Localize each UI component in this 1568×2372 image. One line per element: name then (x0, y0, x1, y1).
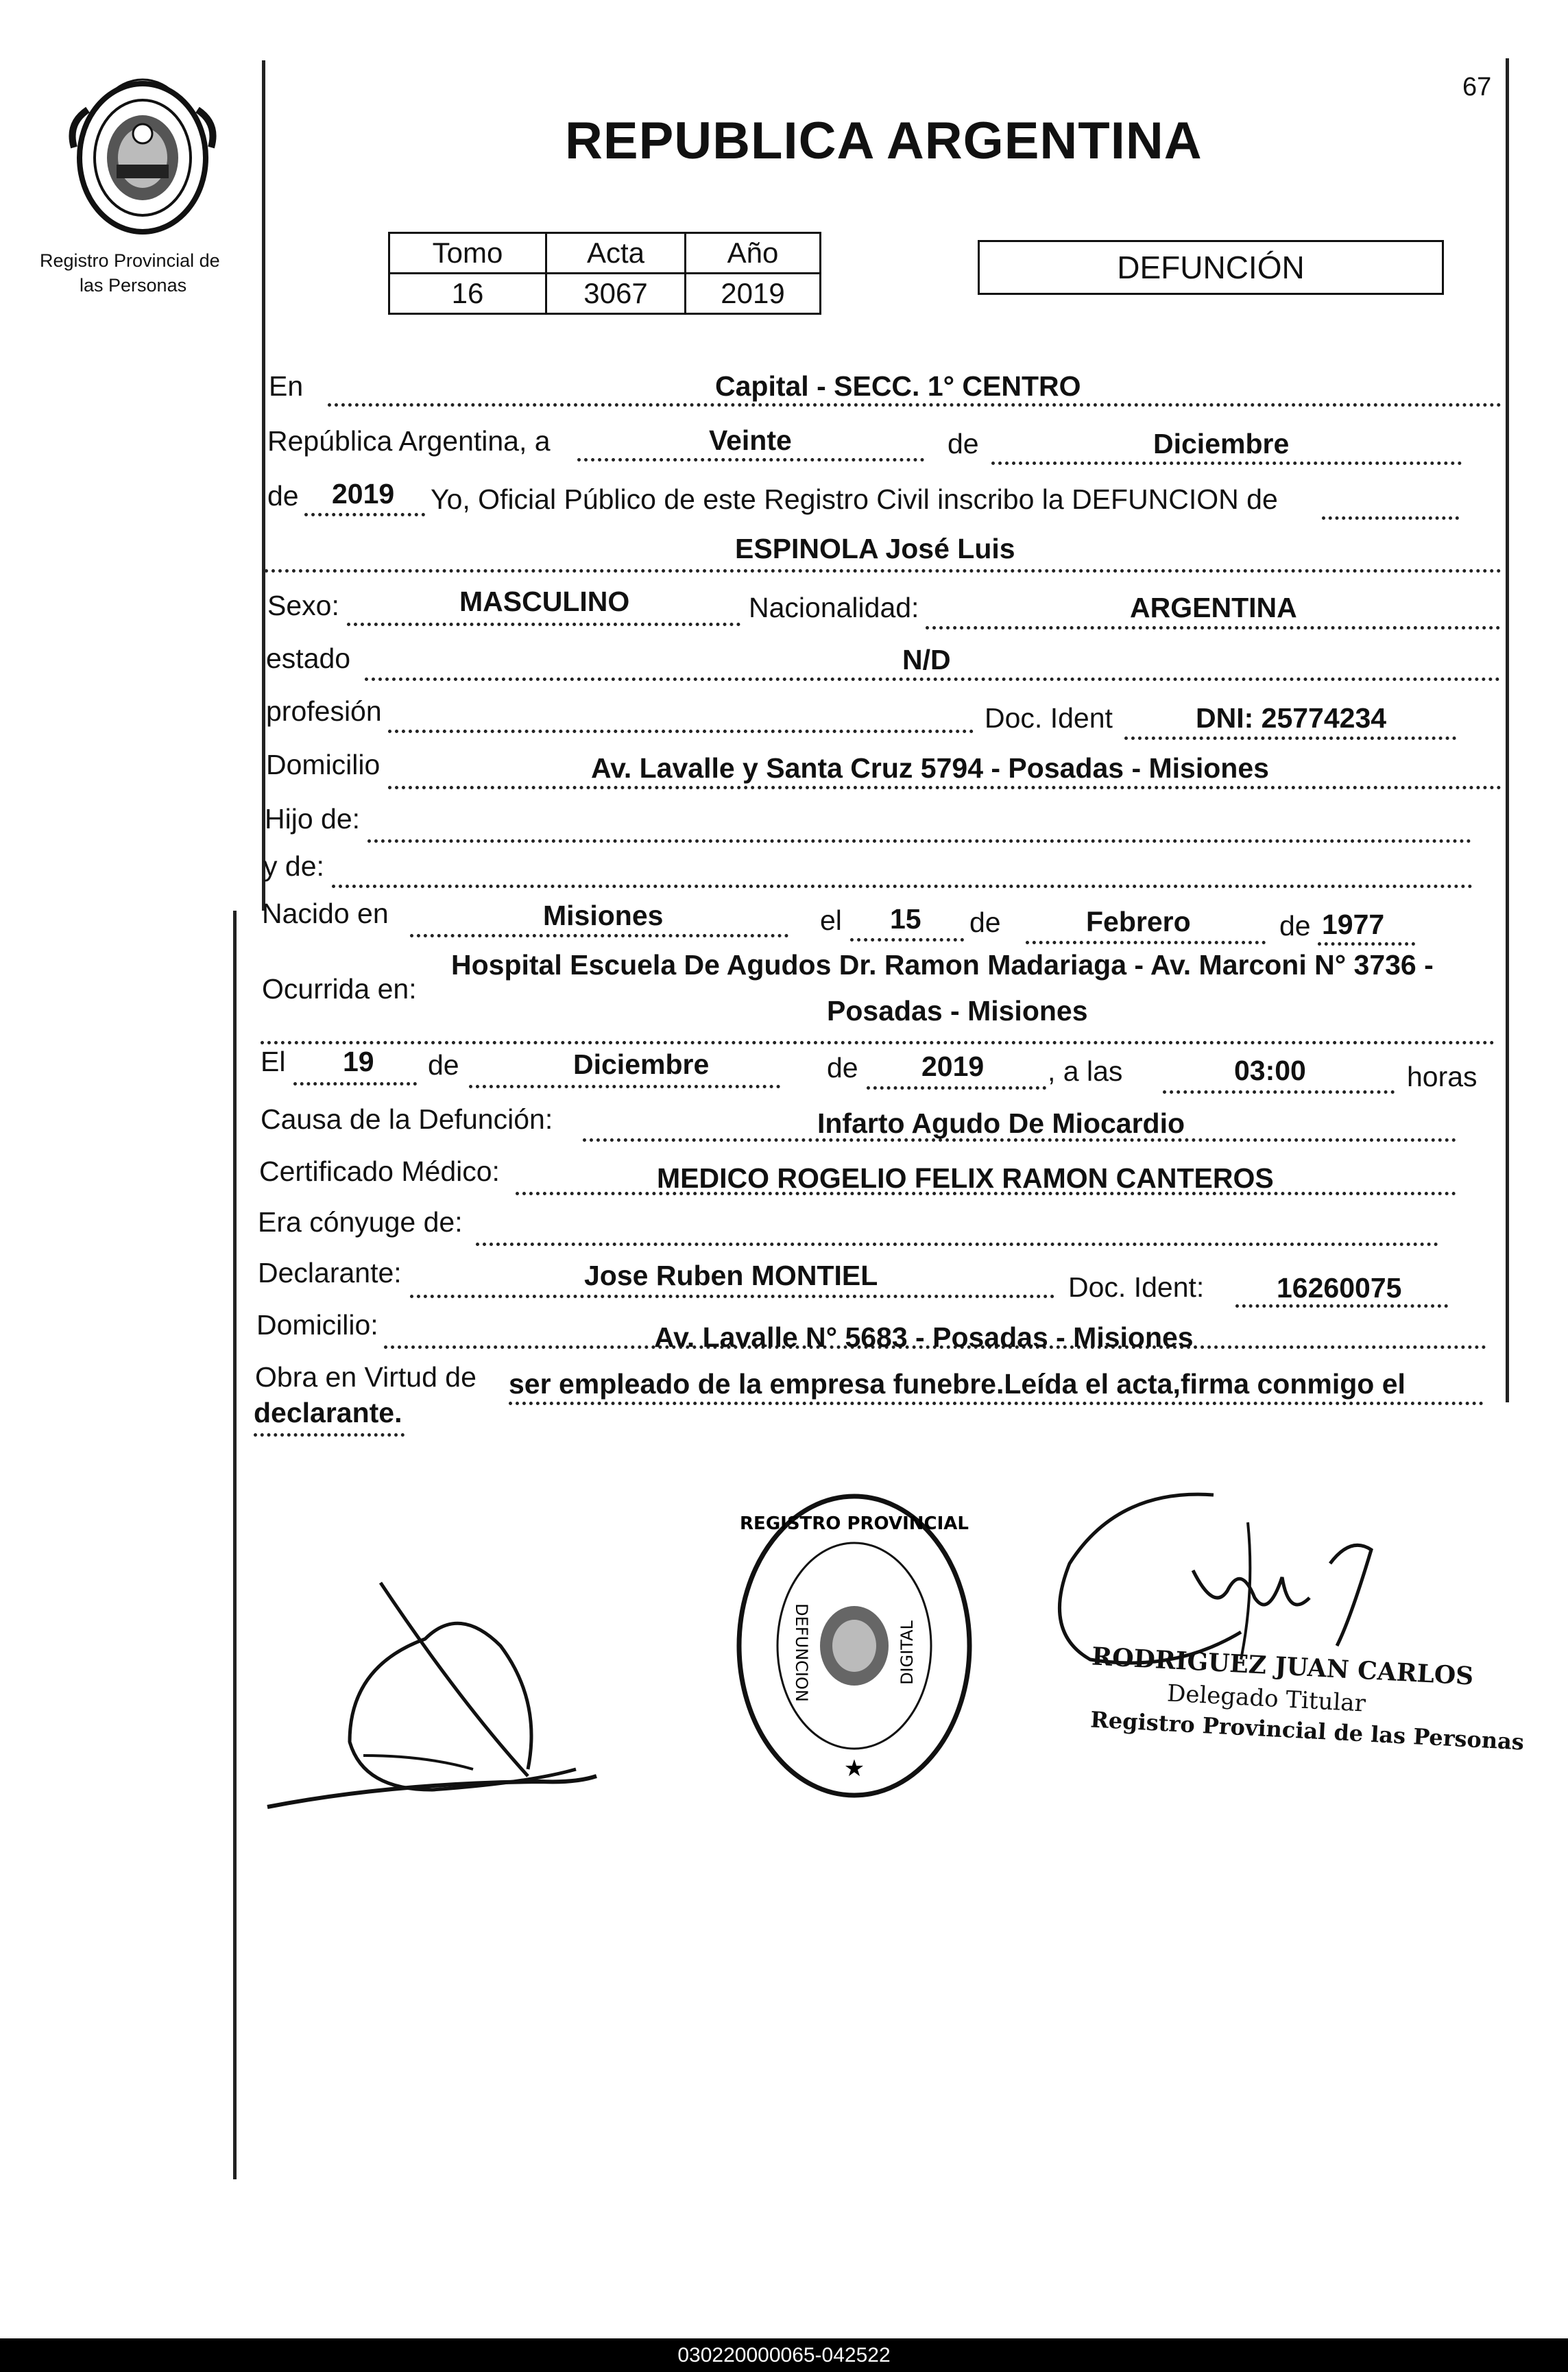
dots-day (577, 458, 924, 462)
header-tomo: Tomo (389, 233, 546, 274)
label-y-de: y de: (263, 850, 324, 882)
stamp-title: Delegado Titular (1166, 1679, 1366, 1718)
dots-birth-day (850, 938, 964, 942)
value-doc-id: DNI: 25774234 (1196, 702, 1387, 734)
label-de-year: de (267, 480, 299, 512)
label-horas: horas (1407, 1061, 1477, 1092)
label-profesion: profesión (266, 695, 382, 727)
dots-nationality (926, 626, 1500, 630)
dots-obra-1 (509, 1402, 1484, 1405)
value-declarant-address: Av. Lavalle N° 5683 - Posadas - Misiones (654, 1321, 1194, 1353)
value-ano: 2019 (686, 274, 821, 314)
label-doc-ident: Doc. Ident (985, 702, 1113, 734)
value-acta: 3067 (546, 274, 686, 314)
left-margin-line (262, 60, 265, 911)
value-death-place-line1: Hospital Escuela De Agudos Dr. Ramon Madariaga - Av. Marconi N° 3736 - (451, 949, 1434, 981)
dots-death-day (293, 1082, 417, 1086)
svg-text:★: ★ (843, 1755, 865, 1782)
label-ocurrida-en: Ocurrida en: (262, 973, 417, 1005)
value-day-words: Veinte (709, 424, 792, 456)
dots-death-place (261, 1041, 1495, 1044)
label-conyuge: Era cónyuge de: (258, 1206, 463, 1238)
label-declarante: Declarante: (258, 1257, 402, 1289)
header-acta: Acta (546, 233, 686, 274)
dots-en (328, 403, 1501, 407)
page-number: 67 (1462, 73, 1492, 101)
record-table (388, 232, 821, 315)
stamp-office: Registro Provincial de las Personas (1089, 1706, 1525, 1756)
dots-hijo-de (367, 839, 1471, 843)
value-sex: MASCULINO (459, 586, 630, 617)
value-declarant-doc: 16260075 (1277, 1272, 1402, 1304)
label-de-death-year: de (827, 1052, 858, 1083)
page-title: REPUBLICA ARGENTINA (565, 112, 1203, 170)
registry-name-line2: las Personas (80, 275, 187, 296)
value-year: 2019 (332, 478, 395, 510)
footer-bar (0, 2338, 1568, 2372)
label-de-month: de (948, 428, 979, 459)
official-oval-stamp (731, 1488, 978, 1804)
value-place: Capital - SECC. 1° CENTRO (715, 370, 1081, 402)
value-death-month: Diciembre (573, 1049, 710, 1080)
value-birth-month: Febrero (1086, 906, 1191, 937)
label-en: En (269, 370, 304, 402)
label-de-death-month: de (428, 1049, 459, 1081)
label-domicilio: Domicilio (266, 749, 381, 780)
dots-birth-year (1318, 942, 1415, 946)
label-yo-text: Yo, Oficial Público de este Registro Civil inscribo la DEFUNCION de (431, 483, 1278, 515)
registry-logo (67, 69, 218, 240)
label-republica: República Argentina, a (267, 425, 551, 457)
value-birth-place: Misiones (543, 900, 664, 931)
label-a-las: , a las (1048, 1055, 1123, 1087)
value-obra-text-1: ser empleado de la empresa funebre.Leída el acta,firma conmigo el (509, 1368, 1406, 1400)
dots-sex (347, 623, 740, 626)
value-obra-text-2: declarante. (254, 1397, 402, 1428)
label-nacionalidad: Nacionalidad: (749, 592, 919, 623)
label-hijo-de: Hijo de: (265, 803, 361, 835)
dots-estado (365, 678, 1500, 681)
dots-domicilio (388, 786, 1501, 789)
value-nationality: ARGENTINA (1130, 592, 1297, 623)
declarant-signature (254, 1564, 610, 1824)
value-address: Av. Lavalle y Santa Cruz 5794 - Posadas - Misiones (591, 752, 1269, 784)
dots-declarante (410, 1295, 1054, 1298)
label-obra-en-virtud: Obra en Virtud de (255, 1361, 477, 1393)
label-doc-ident-declarant: Doc. Ident: (1068, 1271, 1205, 1303)
stamp-name: RODRIGUEZ JUAN CARLOS (1091, 1642, 1475, 1691)
dots-name (265, 569, 1501, 573)
label-el-death: El (261, 1046, 286, 1077)
value-death-day: 19 (343, 1046, 374, 1077)
label-certificado: Certificado Médico: (259, 1155, 500, 1187)
svg-text:REGISTRO PROVINCIAL: REGISTRO PROVINCIAL (740, 1513, 969, 1534)
value-tomo: 16 (389, 274, 546, 314)
dots-year (304, 513, 425, 516)
label-de-birth-year: de (1279, 910, 1311, 942)
label-sexo: Sexo: (267, 590, 339, 621)
value-month: Diciembre (1153, 428, 1290, 459)
dots-obra-2 (254, 1433, 405, 1437)
value-cause: Infarto Agudo De Miocardio (817, 1107, 1185, 1139)
dots-birth-month (1026, 941, 1266, 944)
label-de-birth-month: de (969, 907, 1001, 938)
dots-profesion (388, 730, 974, 733)
dots-conyuge (476, 1243, 1438, 1246)
footer-code: 030220000065-042522 (677, 2343, 891, 2367)
header-ano: Año (686, 233, 821, 274)
dots-declarant-doc (1235, 1304, 1448, 1308)
registry-name-line1: Registro Provincial de (40, 250, 220, 271)
record-type: DEFUNCIÓN (1117, 250, 1305, 285)
dots-yo-end (1322, 516, 1459, 520)
value-declarant: Jose Ruben MONTIEL (584, 1260, 878, 1291)
record-type-box (978, 240, 1444, 295)
dots-month (991, 462, 1462, 465)
right-margin-line (1506, 58, 1509, 1402)
value-medical-certificate: MEDICO ROGELIO FELIX RAMON CANTEROS (657, 1162, 1274, 1194)
value-birth-year: 1977 (1322, 909, 1385, 940)
label-el-birth: el (820, 905, 842, 936)
label-domicilio-declarant: Domicilio: (256, 1309, 378, 1341)
value-death-year: 2019 (921, 1051, 985, 1082)
dots-doc-ident (1124, 736, 1456, 740)
dots-death-year (867, 1086, 1046, 1090)
value-deceased-name: ESPINOLA José Luis (735, 533, 1015, 564)
value-death-time: 03:00 (1234, 1055, 1306, 1086)
label-causa: Causa de la Defunción: (261, 1103, 553, 1135)
value-death-place-line2: Posadas - Misiones (827, 995, 1088, 1027)
dots-birth-place (410, 934, 788, 937)
value-marital-status: N/D (902, 644, 951, 675)
svg-text:DIGITAL: DIGITAL (897, 1620, 917, 1685)
value-birth-day: 15 (890, 903, 921, 935)
left-margin-line-lower (233, 911, 237, 2179)
dots-death-time (1163, 1090, 1395, 1094)
svg-text:DEFUNCION: DEFUNCION (792, 1603, 811, 1702)
dots-death-month (469, 1085, 780, 1088)
dots-y-de (332, 885, 1473, 888)
label-estado: estado (266, 643, 351, 674)
label-nacido-en: Nacido en (262, 898, 389, 929)
